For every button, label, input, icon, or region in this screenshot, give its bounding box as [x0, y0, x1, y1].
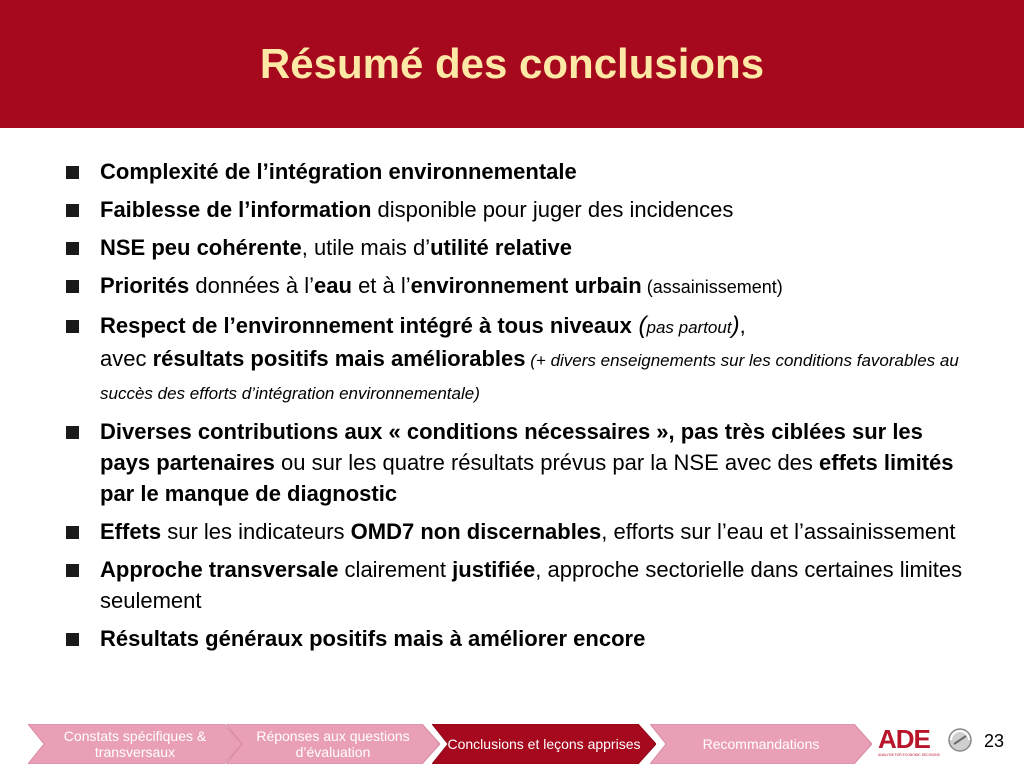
ade-logo: [878, 724, 974, 758]
square-bullet-icon: [66, 320, 79, 333]
nav-step-label: Réponses aux questions d’évaluation: [256, 728, 410, 760]
bullet-text-bold: eau: [314, 273, 352, 298]
bullet-item: [66, 232, 966, 263]
bullet-text: disponible pour juger des incidences: [371, 197, 734, 222]
bullet-text: et à l’: [351, 273, 411, 298]
bullet-text-bold: Effets: [100, 519, 162, 544]
bullet-text-italic: pas partout: [646, 318, 732, 337]
bullet-item: [66, 623, 966, 654]
bullet-text-bold: Faiblesse de l’information: [100, 197, 372, 222]
bullet-text: , utile mais d’: [301, 235, 431, 260]
square-bullet-icon: [66, 633, 79, 646]
page-number: 23: [984, 731, 1005, 751]
bullet-text-italic: (+ divers enseignements sur les conditions favorables au succès des efforts d’intégration environnementale): [100, 351, 959, 403]
nav-step-label: Constats spécifiques & transversaux: [63, 728, 207, 760]
footer-nav: [0, 718, 1024, 768]
square-bullet-icon: [66, 166, 79, 179]
square-bullet-icon: [66, 564, 79, 577]
bullet-item: [66, 554, 966, 616]
bullet-text: clairement: [338, 557, 453, 582]
square-bullet-icon: [66, 204, 79, 217]
nav-step-conclusions[interactable]: [432, 724, 656, 764]
bullet-text-bold: utilité relative: [430, 235, 572, 260]
square-bullet-icon: [66, 526, 79, 539]
bullet-text-bold: justifiée: [452, 557, 536, 582]
bullet-text: , approche sectorielle dans certaines limites seulement: [100, 557, 963, 613]
bullet-text-bold: Priorités: [100, 273, 190, 298]
bullet-item: [66, 194, 966, 225]
logo-text: ADE: [878, 724, 930, 754]
title-bar: [0, 0, 1024, 128]
square-bullet-icon: [66, 242, 79, 255]
bullet-text-bold: Diverses contributions aux « conditions nécessaires », pas très ciblées sur les pays partenaires: [100, 419, 923, 475]
nav-step-constats[interactable]: [28, 724, 242, 764]
bullet-text: données à l’: [189, 273, 315, 298]
bullet-text: avec: [100, 346, 153, 371]
bullet-list: [66, 156, 966, 661]
bullet-text: ou sur les quatre résultats prévus par la NSE avec des: [274, 450, 820, 475]
bullet-text-bold: OMD7 non discernables: [350, 519, 602, 544]
bullet-text-bold: résultats positifs mais améliorables: [152, 346, 526, 371]
bullet-text: Complexité de l’intégration environnementale: [100, 159, 577, 184]
bullet-text-bold: effets limités par le manque de diagnostic: [100, 450, 954, 506]
bullet-paren: (: [631, 312, 647, 339]
bullet-text-bold: Approche transversale: [100, 557, 339, 582]
slide-title: Résumé des conclusions: [259, 40, 765, 87]
bullet-item: [66, 516, 966, 547]
bullet-text-bold: Résultats généraux positifs mais à améliorer encore: [100, 626, 646, 651]
bullet-text-bold: Respect de l’environnement intégré à tous niveaux: [100, 313, 632, 338]
nav-step-reponses[interactable]: [226, 724, 440, 764]
logo-tagline: ANALYSIS FOR ECONOMIC DECISIONS: [878, 753, 940, 757]
bullet-item: [66, 310, 966, 409]
bullet-text: ,: [739, 313, 746, 338]
nav-step-label: Recommandations: [702, 736, 820, 752]
bullet-text-small: (assainissement): [641, 277, 783, 297]
nav-step-label: Conclusions et leçons apprises: [447, 736, 641, 752]
bullet-text-bold: NSE peu cohérente: [100, 235, 302, 260]
bullet-paren: ): [731, 312, 740, 339]
square-bullet-icon: [66, 426, 79, 439]
bullet-item: [66, 270, 966, 303]
bullet-item: [66, 416, 966, 509]
square-bullet-icon: [66, 280, 79, 293]
nav-step-recommandations[interactable]: [650, 724, 872, 764]
bullet-text: , efforts sur l’eau et l’assainissement: [601, 519, 956, 544]
bullet-item: [66, 156, 966, 187]
bullet-text: sur les indicateurs: [161, 519, 351, 544]
bullet-text-bold: environnement urbain: [410, 273, 642, 298]
